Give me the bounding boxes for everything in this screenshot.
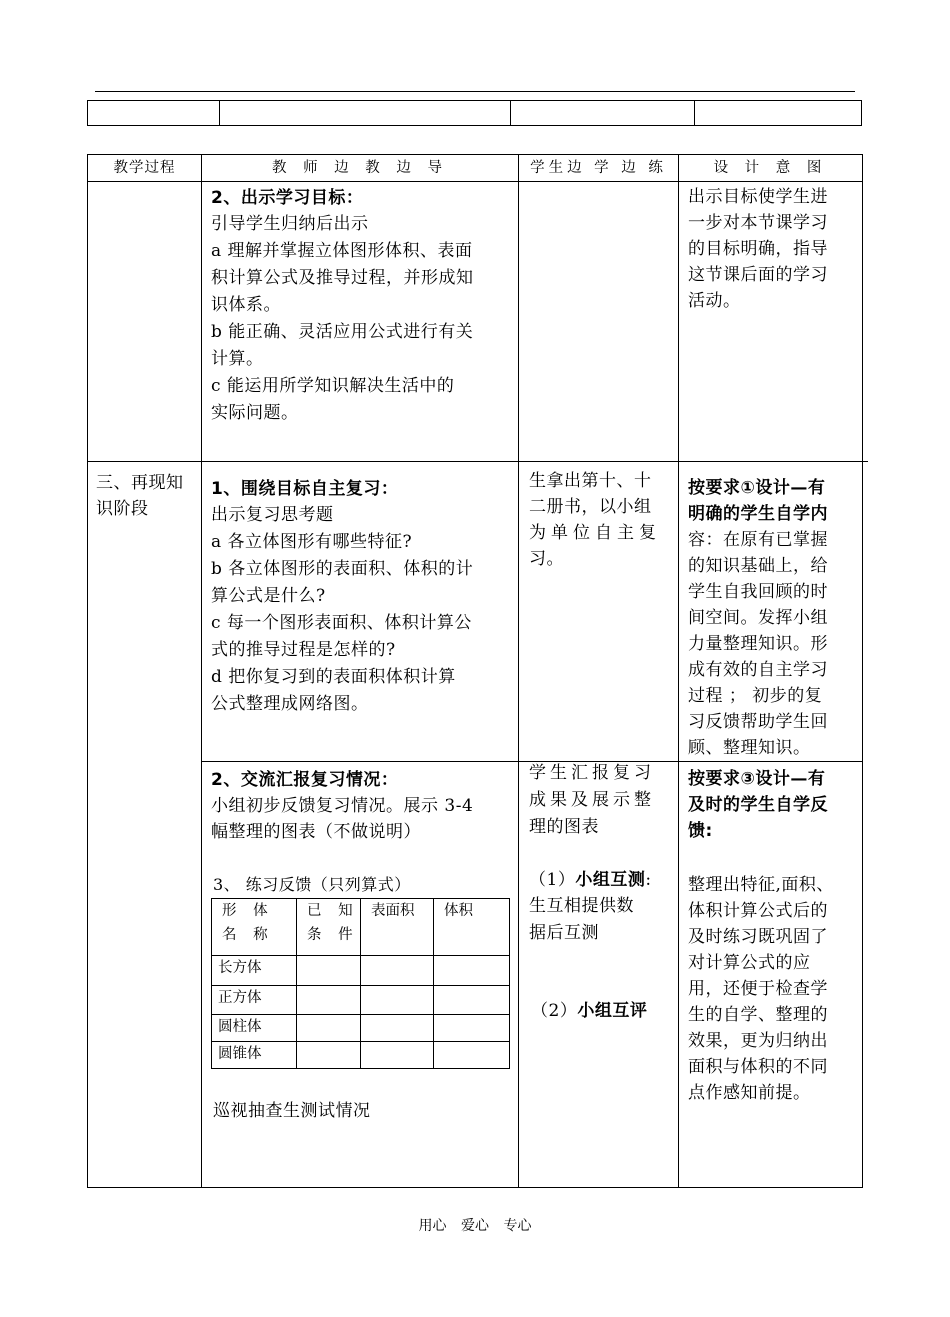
table-header-row [212, 899, 510, 956]
text-line: 实际问题。 [211, 403, 299, 423]
column-header-design: 设 计 意 图 [713, 160, 828, 176]
row2-teacher-title: 1、围绕目标自主复习： [211, 479, 399, 499]
text-line: 三、再现知 [96, 473, 184, 493]
input-cell[interactable] [434, 1042, 510, 1069]
table-row [212, 956, 510, 986]
text-line: 理的图表 [529, 817, 599, 837]
input-cell[interactable] [361, 1042, 434, 1069]
text-line: c 每一个图形表面积、体积计算公 [211, 613, 472, 633]
text-line: b 能正确、灵活应用公式进行有关 [211, 322, 474, 342]
row1-bottom-border [87, 461, 868, 462]
text-line: 体积计算公式后的 [688, 901, 828, 921]
text-line: 顾、整理知识。 [688, 738, 811, 758]
text-line: 的目标明确，指导 [688, 239, 828, 259]
input-cell[interactable] [361, 956, 434, 986]
header-known-conditions: 已 知 条 件 [297, 899, 361, 956]
text-line: 生拿出第十、十 [529, 471, 652, 491]
input-cell[interactable] [434, 986, 510, 1015]
text-line: 计算。 [211, 349, 264, 369]
row3-teacher-title: 2、交流汇报复习情况： [211, 770, 399, 790]
table-row [212, 986, 510, 1015]
table-row [212, 1015, 510, 1042]
item-label: 小组互测 [575, 870, 646, 890]
header-rule [95, 91, 855, 92]
header-table-divider [694, 101, 695, 125]
text-line: 用，还便于检查学 [688, 979, 828, 999]
table-left-border [87, 154, 88, 1188]
text-line: 过程 ； 初步的复 [688, 686, 823, 706]
item-suffix: : [645, 870, 652, 890]
page-footer: 用心 爱心 专心 [418, 1218, 532, 1234]
column-header-process: 教学过程 [113, 160, 176, 176]
table-bottom-border [87, 1187, 863, 1188]
column-divider [201, 154, 202, 1188]
shape-name-cell: 长方体 [212, 956, 297, 986]
table-top-border [87, 154, 863, 155]
text-line: 据后互测 [529, 923, 599, 943]
text-line: 按要求③设计—有 [688, 769, 826, 789]
shape-name-cell: 圆锥体 [212, 1042, 297, 1069]
header-table-divider [510, 101, 511, 125]
header-surface-area: 表面积 [361, 899, 434, 956]
text-line: 力量整理知识。形 [688, 634, 828, 654]
text-line: 生互相提供数 [529, 896, 634, 916]
input-cell[interactable] [361, 1015, 434, 1042]
text-line: 出示复习思考题 [211, 505, 334, 525]
header-table [87, 100, 862, 126]
text-line: a 各立体图形有哪些特征? [211, 532, 413, 552]
text-line: 习反馈帮助学生回 [688, 712, 828, 732]
text-line: 容：在原有已掌握 [688, 530, 828, 550]
table-right-border [862, 154, 863, 1188]
text-line: 幅整理的图表（不做说明） [211, 822, 421, 842]
input-cell[interactable] [297, 956, 361, 986]
text-line: 及时练习既巩固了 [688, 927, 828, 947]
text-line: 这节课后面的学习 [688, 265, 828, 285]
text-line: c 能运用所学知识解决生活中的 [211, 376, 455, 396]
text-line: 馈: [688, 821, 713, 841]
input-cell[interactable] [361, 986, 434, 1015]
text-line: 生的自学、整理的 [688, 1005, 828, 1025]
student-item-1 [529, 867, 652, 894]
input-cell[interactable] [297, 1042, 361, 1069]
header-volume: 体积 [434, 899, 510, 956]
column-divider [518, 154, 519, 1188]
table-row [212, 1042, 510, 1069]
text-line: 公式整理成网络图。 [211, 694, 369, 714]
text-line: 的知识基础上，给 [688, 556, 828, 576]
text-line: 成果及展示整 [529, 790, 655, 810]
shape-name-cell: 圆柱体 [212, 1015, 297, 1042]
input-cell[interactable] [297, 1015, 361, 1042]
input-cell[interactable] [297, 986, 361, 1015]
text-line: 学生汇报复习 [529, 763, 655, 783]
practice-title: 3、 练习反馈（只列算式） [213, 875, 411, 894]
input-cell[interactable] [434, 1015, 510, 1042]
text-line: 习。 [529, 549, 564, 569]
text-line: 间空间。发挥小组 [688, 608, 828, 628]
text-line: 面积与体积的不同 [688, 1057, 828, 1077]
text-line: 识阶段 [96, 499, 149, 519]
text-line: 引导学生归纳后出示 [211, 214, 369, 234]
text-line: 出示目标使学生进 [688, 187, 828, 207]
text-line: 学生自我回顾的时 [688, 582, 828, 602]
header-table-divider [219, 101, 220, 125]
patrol-text: 巡视抽查生测试情况 [213, 1101, 371, 1121]
text-line: 明确的学生自学内 [688, 504, 828, 524]
text-line: 小组初步反馈复习情况。展示 3-4 [211, 796, 474, 816]
practice-table [211, 898, 510, 1069]
text-line: 二册书，以小组 [529, 497, 652, 517]
item-prefix: （2） [531, 1001, 578, 1021]
text-line: 按要求①设计—有 [688, 478, 826, 498]
text-line: a 理解并掌握立体图形体积、表面 [211, 241, 473, 261]
text-line: 及时的学生自学反 [688, 795, 828, 815]
column-header-teacher: 教 师 边 教 边 导 [271, 160, 449, 176]
text-line: 效果，更为归纳出 [688, 1031, 828, 1051]
text-line: 成有效的自主学习 [688, 660, 828, 680]
text-line: 算公式是什么? [211, 586, 326, 606]
text-line: 式的推导过程是怎样的? [211, 640, 396, 660]
text-line: b 各立体图形的表面积、体积的计 [211, 559, 474, 579]
shape-name-cell: 正方体 [212, 986, 297, 1015]
text-line: d 把你复习到的表面积体积计算 [211, 667, 456, 687]
text-line: 对计算公式的应 [688, 953, 811, 973]
column-divider [678, 154, 679, 1188]
text-line: 积计算公式及推导过程，并形成知 [211, 268, 474, 288]
item-label: 小组互评 [577, 1001, 648, 1021]
text-line: 为单位自主复 [529, 523, 661, 543]
student-item-2 [531, 998, 647, 1025]
text-line: 活动。 [688, 291, 741, 311]
column-header-student: 学生边 学 边 练 [530, 160, 667, 176]
input-cell[interactable] [434, 956, 510, 986]
text-line: 识体系。 [211, 295, 281, 315]
header-shape-name: 形 体 名 称 [212, 899, 297, 956]
item-prefix: （1） [529, 870, 576, 890]
row1-teacher-title: 2、出示学习目标： [211, 188, 364, 208]
text-line: 一步对本节课学习 [688, 213, 828, 233]
text-line: 点作感知前提。 [688, 1083, 811, 1103]
header-bottom-border [87, 181, 863, 182]
text-line: 整理出特征,面积、 [688, 875, 834, 895]
